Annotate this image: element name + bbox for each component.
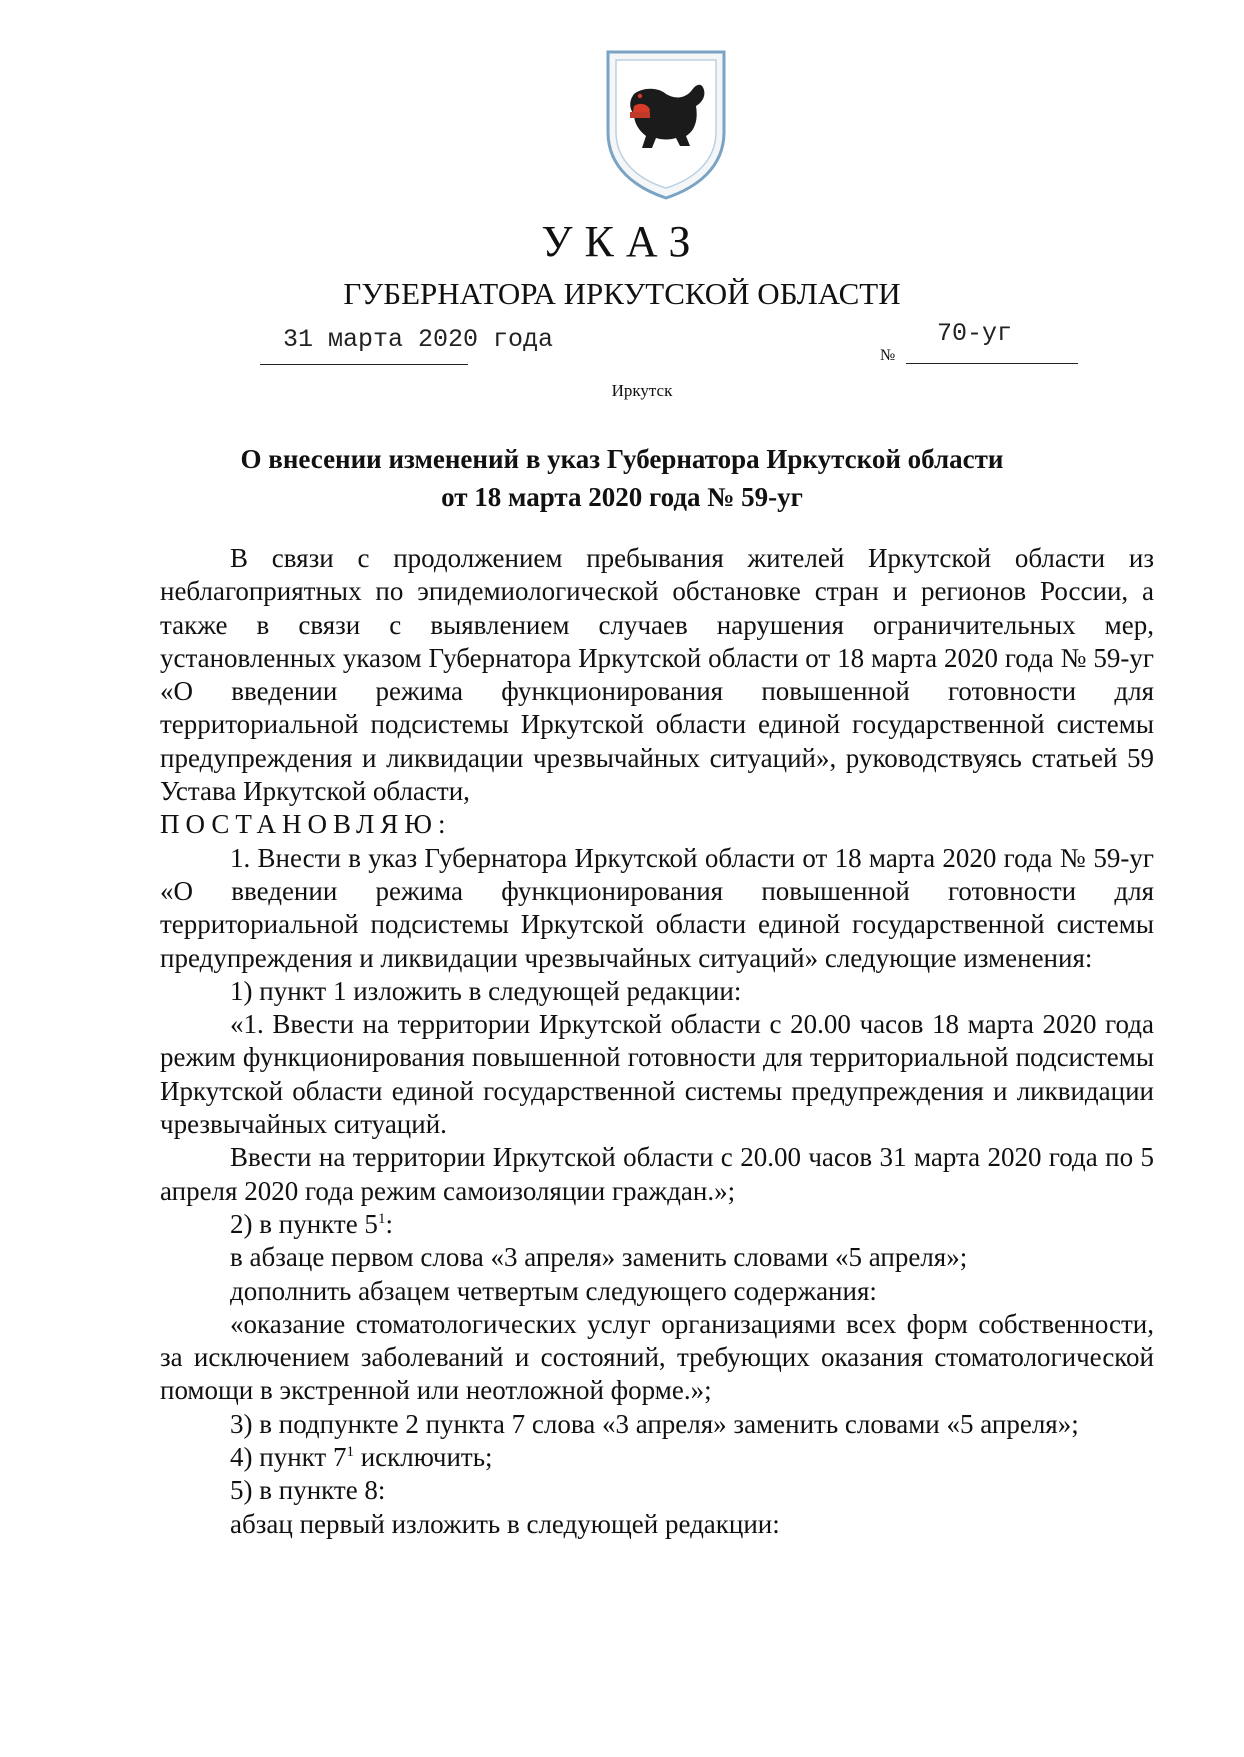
decree-keyword: ПОСТАНОВЛЯЮ: [160,809,452,840]
paragraph-text: исключить; [353,1442,493,1473]
document-heading [180,440,1064,516]
paragraph-text: 4) пункт 7 [230,1442,347,1473]
document-number: 70-уг [937,319,1013,348]
document-subtitle: ГУБЕРНАТОРА ИРКУТСКОЙ ОБЛАСТИ [343,276,901,311]
superscript: 1 [346,1444,354,1461]
body-paragraph: в абзаце первом слова «3 апреля» заменить словами «5 апреля»; [230,1242,968,1273]
body-paragraph: 3) в подпункте 2 пункта 7 слова «3 апреля» заменить словами «5 апреля»; [230,1408,1079,1439]
date-underline [260,364,468,365]
body-paragraph: Ввести на территории Иркутской области с 20.00 часов 31 марта 2020 года по 5 апреля 2020 года режим самоизоляции граждан.»; [160,1142,1154,1206]
paragraph-text: : [385,1208,393,1239]
body-paragraph: В связи с продолжением пребывания жителей Иркутской области из неблагоприятных по эпидемиологической обстановке стран и регионов России, а также в связи с выявлением случаев нарушения ограничительных мер, установленных указом Губернатора Иркутской области от 18 марта 2020 года № 59-уг «О введении режима функционирования повышенной готовности для территориальной подсистемы Иркутской области единой государственной системы предупреждения и ликвидации чрезвычайных ситуаций», руководствуясь статьей 59 Устава Иркутской области, [160,543,1154,807]
body-paragraph [160,1441,1154,1474]
paragraph-text: 2) в пункте 5 [230,1208,378,1239]
body-paragraph: 5) в пункте 8: [230,1475,386,1506]
heading-line-1: О внесении изменений в указ Губернатора Иркутской области [240,444,1004,474]
coat-of-arms-icon [604,48,728,200]
document-body [160,542,1154,1541]
document-place: Иркутск [611,381,673,400]
body-paragraph [160,1208,1154,1241]
body-paragraph: дополнить абзацем четвертым следующего содержания: [230,1275,877,1306]
number-underline [906,363,1078,364]
body-paragraph: 1. Внести в указ Губернатора Иркутской области от 18 марта 2020 года № 59-уг «О введении режима функционирования повышенной готовности для территориальной подсистемы Иркутской области единой государственной системы предупреждения и ликвидации чрезвычайных ситуаций» следующие изменения: [160,842,1154,973]
body-paragraph: абзац первый изложить в следующей редакции: [230,1508,780,1539]
body-paragraph: «1. Ввести на территории Иркутской области с 20.00 часов 18 марта 2020 года режим функционирования повышенной готовности для территориальной подсистемы Иркутской области единой государственной системы предупреждения и ликвидации чрезвычайных ситуаций. [160,1009,1154,1140]
document-date: 31 марта 2020 года [283,325,554,354]
document-title: УКАЗ [541,217,703,266]
heading-line-2: от 18 марта 2020 года № 59-уг [441,482,803,512]
superscript: 1 [377,1210,386,1227]
number-sign: № [880,347,896,364]
body-paragraph: «оказание стоматологических услуг организациями всех форм собственности, за исключением заболеваний и состояний, требующих оказания стоматологической помощи в экстренной или неотложной форме.»; [160,1308,1154,1406]
body-paragraph: 1) пункт 1 изложить в следующей редакции: [230,975,742,1006]
